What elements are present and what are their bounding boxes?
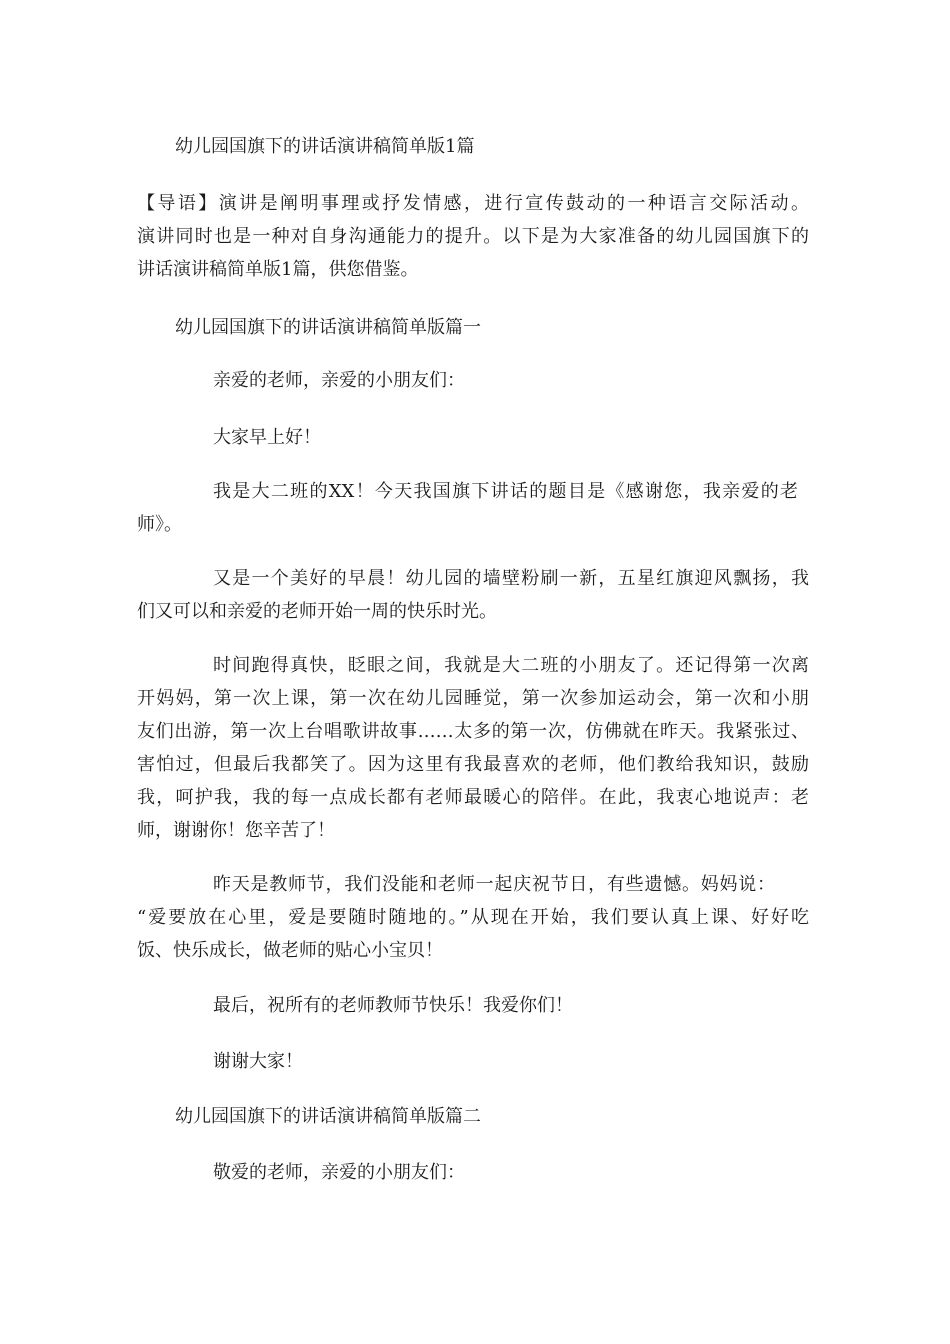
paragraph-1-line-2: 师》。 (137, 514, 182, 535)
paragraph-3-line-4: 害怕过，但最后我都笑了。因为这里有我最喜欢的老师，他们教给我知识，鼓励 (137, 754, 809, 775)
intro-line-1: 【导语】演讲是阐明事理或抒发情感，进行宣传鼓动的一种语言交际活动。 (137, 193, 809, 214)
paragraph-4-line-2: “爱要放在心里，爱是要随时随地的。”从现在开始，我们要认真上课、好好吃 (137, 907, 809, 928)
paragraph-2-line-2: 们又可以和亲爱的老师开始一周的快乐时光。 (137, 601, 497, 622)
paragraph-1-line-1: 我是大二班的XX！今天我国旗下讲话的题目是《感谢您，我亲爱的老 (213, 481, 798, 502)
intro-line-2: 演讲同时也是一种对自身沟通能力的提升。以下是为大家准备的幼儿园国旗下的 (137, 226, 809, 247)
document-title: 幼儿园国旗下的讲话演讲稿简单版1篇 (175, 136, 475, 157)
greeting: 大家早上好！ (213, 427, 321, 448)
salutation-2: 敬爱的老师，亲爱的小朋友们： (213, 1162, 465, 1183)
paragraph-3-line-2: 开妈妈，第一次上课，第一次在幼儿园睡觉，第一次参加运动会，第一次和小朋 (137, 688, 809, 709)
intro-line-3: 讲话演讲稿简单版1篇，供您借鉴。 (137, 259, 419, 280)
paragraph-5: 最后，祝所有的老师教师节快乐！我爱你们！ (213, 995, 573, 1016)
thanks-line: 谢谢大家！ (213, 1051, 303, 1072)
paragraph-2-line-1: 又是一个美好的早晨！幼儿园的墙壁粉刷一新，五星红旗迎风飘扬，我 (213, 568, 809, 589)
paragraph-3-line-5: 我，呵护我，我的每一点成长都有老师最暖心的陪伴。在此，我衷心地说声：老 (137, 787, 809, 808)
section-heading-2: 幼儿园国旗下的讲话演讲稿简单版篇二 (175, 1106, 481, 1127)
paragraph-4-line-1: 昨天是教师节，我们没能和老师一起庆祝节日，有些遗憾。妈妈说： (213, 874, 775, 895)
paragraph-3-line-6: 师，谢谢你！您辛苦了！ (137, 820, 335, 841)
salutation-1: 亲爱的老师，亲爱的小朋友们： (213, 370, 465, 391)
paragraph-4-line-3: 饭、快乐成长，做老师的贴心小宝贝！ (137, 940, 443, 961)
paragraph-3-line-1: 时间跑得真快，眨眼之间，我就是大二班的小朋友了。还记得第一次离 (213, 655, 809, 676)
section-heading-1: 幼儿园国旗下的讲话演讲稿简单版篇一 (175, 317, 481, 338)
paragraph-3-line-3: 友们出游，第一次上台唱歌讲故事……太多的第一次，仿佛就在昨天。我紧张过、 (137, 721, 809, 742)
